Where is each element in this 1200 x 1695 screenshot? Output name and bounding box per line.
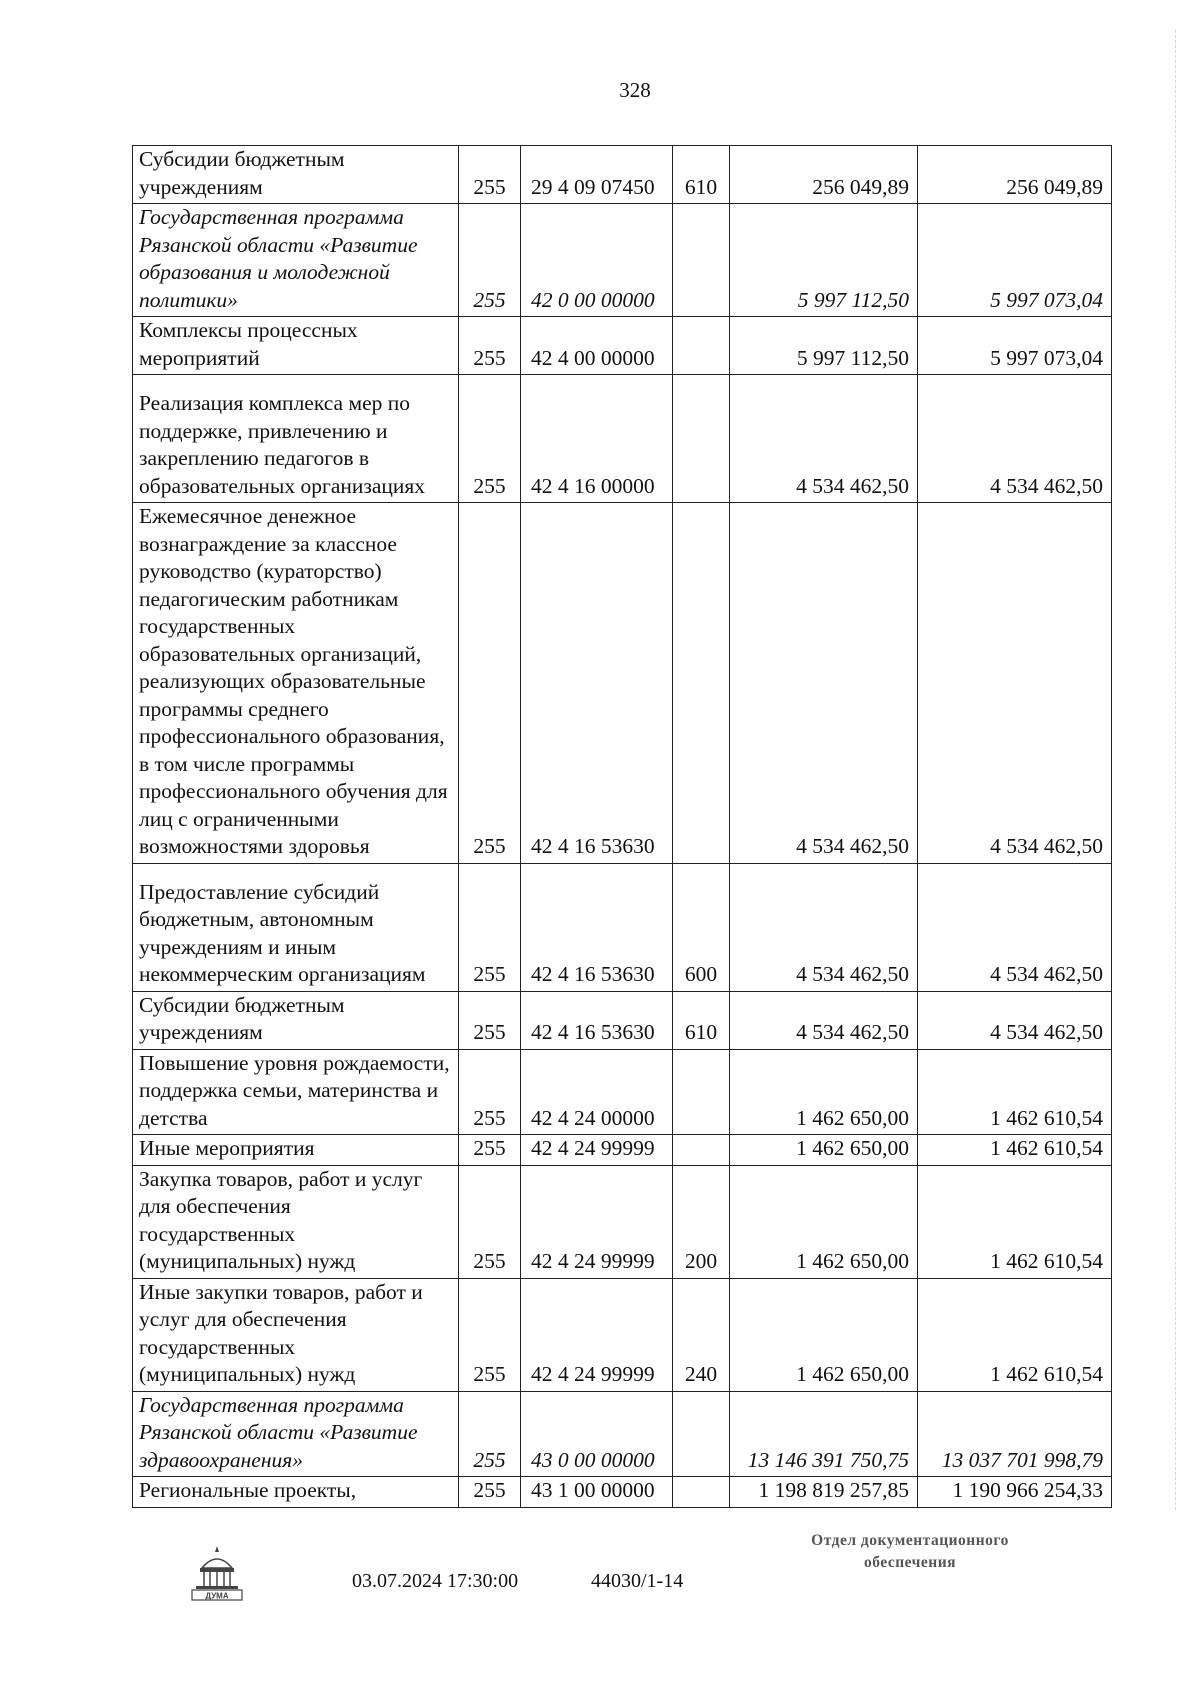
table-row [133,1391,1112,1477]
department-stamp [760,1530,1060,1574]
row-ved-cell: 255 [459,1165,521,1278]
row-name-cell: Региональные проекты, [133,1477,459,1508]
row-name-cell: Государственная программа Рязанской области «Развитие здравоохранения» [133,1391,459,1477]
row-type-cell [673,1135,730,1166]
row-sum1-cell: 5 997 112,50 [730,204,918,317]
row-sum2-cell: 5 997 073,04 [918,317,1112,375]
row-sum2-cell: 4 534 462,50 [918,503,1112,864]
row-ved-cell: 255 [459,1135,521,1166]
row-name-cell: Иные мероприятия [133,1135,459,1166]
table-row [133,204,1112,317]
row-type-cell [673,204,730,317]
row-ved-cell: 255 [459,1391,521,1477]
table-row [133,1165,1112,1278]
table-row [133,503,1112,864]
row-ved-cell: 255 [459,863,521,991]
row-name-cell: Реализация комплекса мер по поддержке, привлечению и закреплению педагогов в образовательных организациях [133,375,459,503]
row-type-cell: 610 [673,991,730,1049]
row-sum1-cell: 1 462 650,00 [730,1278,918,1391]
row-ved-cell: 255 [459,1278,521,1391]
row-type-cell [673,1391,730,1477]
logo-text: ДУМА [205,1591,229,1601]
row-name-cell: Закупка товаров, работ и услуг для обеспечения государственных (муниципальных) нужд [133,1165,459,1278]
row-sum2-cell: 4 534 462,50 [918,991,1112,1049]
row-ved-cell: 255 [459,991,521,1049]
row-sum1-cell: 5 997 112,50 [730,317,918,375]
row-type-cell: 240 [673,1278,730,1391]
stamp-line-1: Отдел документационного [811,1532,1009,1549]
row-sum2-cell: 256 049,89 [918,146,1112,204]
row-sum2-cell: 4 534 462,50 [918,863,1112,991]
row-name-cell: Субсидии бюджетным учреждениям [133,991,459,1049]
row-ved-cell: 255 [459,1049,521,1135]
table-row [133,317,1112,375]
row-code-cell: 42 4 24 00000 [521,1049,673,1135]
row-code-cell: 43 0 00 00000 [521,1391,673,1477]
row-sum1-cell: 1 462 650,00 [730,1165,918,1278]
row-sum1-cell: 1 462 650,00 [730,1049,918,1135]
table-row [133,1135,1112,1166]
row-name-cell: Иные закупки товаров, работ и услуг для обеспечения государственных (муниципальных) нужд [133,1278,459,1391]
row-type-cell [673,375,730,503]
row-name-cell: Предоставление субсидий бюджетным, автономным учреждениям и иным некоммерческим организациям [133,863,459,991]
row-sum1-cell: 4 534 462,50 [730,991,918,1049]
row-ved-cell: 255 [459,146,521,204]
row-ved-cell: 255 [459,375,521,503]
row-name-cell: Комплексы процессных мероприятий [133,317,459,375]
row-sum2-cell: 13 037 701 998,79 [918,1391,1112,1477]
row-code-cell: 42 4 16 53630 [521,863,673,991]
row-code-cell: 42 0 00 00000 [521,204,673,317]
row-sum2-cell: 1 190 966 254,33 [918,1477,1112,1508]
row-name-cell: Государственная программа Рязанской области «Развитие образования и молодежной политики» [133,204,459,317]
table-row [133,1477,1112,1508]
footer-datetime: 03.07.2024 17:30:00 [352,1570,519,1592]
stamp-line-2: обеспечения [863,1554,957,1571]
budget-table [132,145,1112,1508]
row-name-cell: Повышение уровня рождаемости, поддержка семьи, материнства и детства [133,1049,459,1135]
row-sum2-cell: 5 997 073,04 [918,204,1112,317]
row-sum1-cell: 256 049,89 [730,146,918,204]
table-row [133,1049,1112,1135]
row-sum2-cell: 4 534 462,50 [918,375,1112,503]
row-code-cell: 42 4 24 99999 [521,1135,673,1166]
row-code-cell: 42 4 16 53630 [521,503,673,864]
row-sum2-cell: 1 462 610,54 [918,1049,1112,1135]
row-name-cell: Субсидии бюджетным учреждениям [133,146,459,204]
row-sum1-cell: 1 462 650,00 [730,1135,918,1166]
budget-table-body [133,146,1112,1508]
row-type-cell [673,1049,730,1135]
row-name-cell: Ежемесячное денежное вознаграждение за классное руководство (кураторство) педагогическим работникам государственных образовательных организаций, реализующих образовательные программы среднего профессионального образования, в том числе программы профессионального обучения для лиц с ограниченными возможностями здоровья [133,503,459,864]
row-sum2-cell: 1 462 610,54 [918,1135,1112,1166]
row-sum1-cell: 4 534 462,50 [730,863,918,991]
row-sum1-cell: 4 534 462,50 [730,503,918,864]
row-type-cell [673,1477,730,1508]
table-row [133,1278,1112,1391]
row-code-cell: 42 4 16 00000 [521,375,673,503]
row-code-cell: 42 4 24 99999 [521,1278,673,1391]
row-sum1-cell: 4 534 462,50 [730,375,918,503]
scan-edge-marks [1175,30,1200,1510]
table-row [133,863,1112,991]
row-ved-cell: 255 [459,317,521,375]
table-row [133,991,1112,1049]
row-sum1-cell: 1 198 819 257,85 [730,1477,918,1508]
row-ved-cell: 255 [459,1477,521,1508]
page-number: 328 [619,78,651,102]
table-row [133,375,1112,503]
row-type-cell [673,317,730,375]
row-code-cell: 42 4 16 53630 [521,991,673,1049]
row-code-cell: 43 1 00 00000 [521,1477,673,1508]
row-code-cell: 42 4 00 00000 [521,317,673,375]
duma-logo [188,1542,246,1602]
row-code-cell: 42 4 24 99999 [521,1165,673,1278]
row-type-cell [673,503,730,864]
footer-reg-number: 44030/1-14 [591,1570,684,1592]
row-sum1-cell: 13 146 391 750,75 [730,1391,918,1477]
row-sum2-cell: 1 462 610,54 [918,1165,1112,1278]
row-code-cell: 29 4 09 07450 [521,146,673,204]
row-type-cell: 600 [673,863,730,991]
table-row [133,146,1112,204]
row-ved-cell: 255 [459,204,521,317]
row-sum2-cell: 1 462 610,54 [918,1278,1112,1391]
row-type-cell: 200 [673,1165,730,1278]
row-ved-cell: 255 [459,503,521,864]
row-type-cell: 610 [673,146,730,204]
